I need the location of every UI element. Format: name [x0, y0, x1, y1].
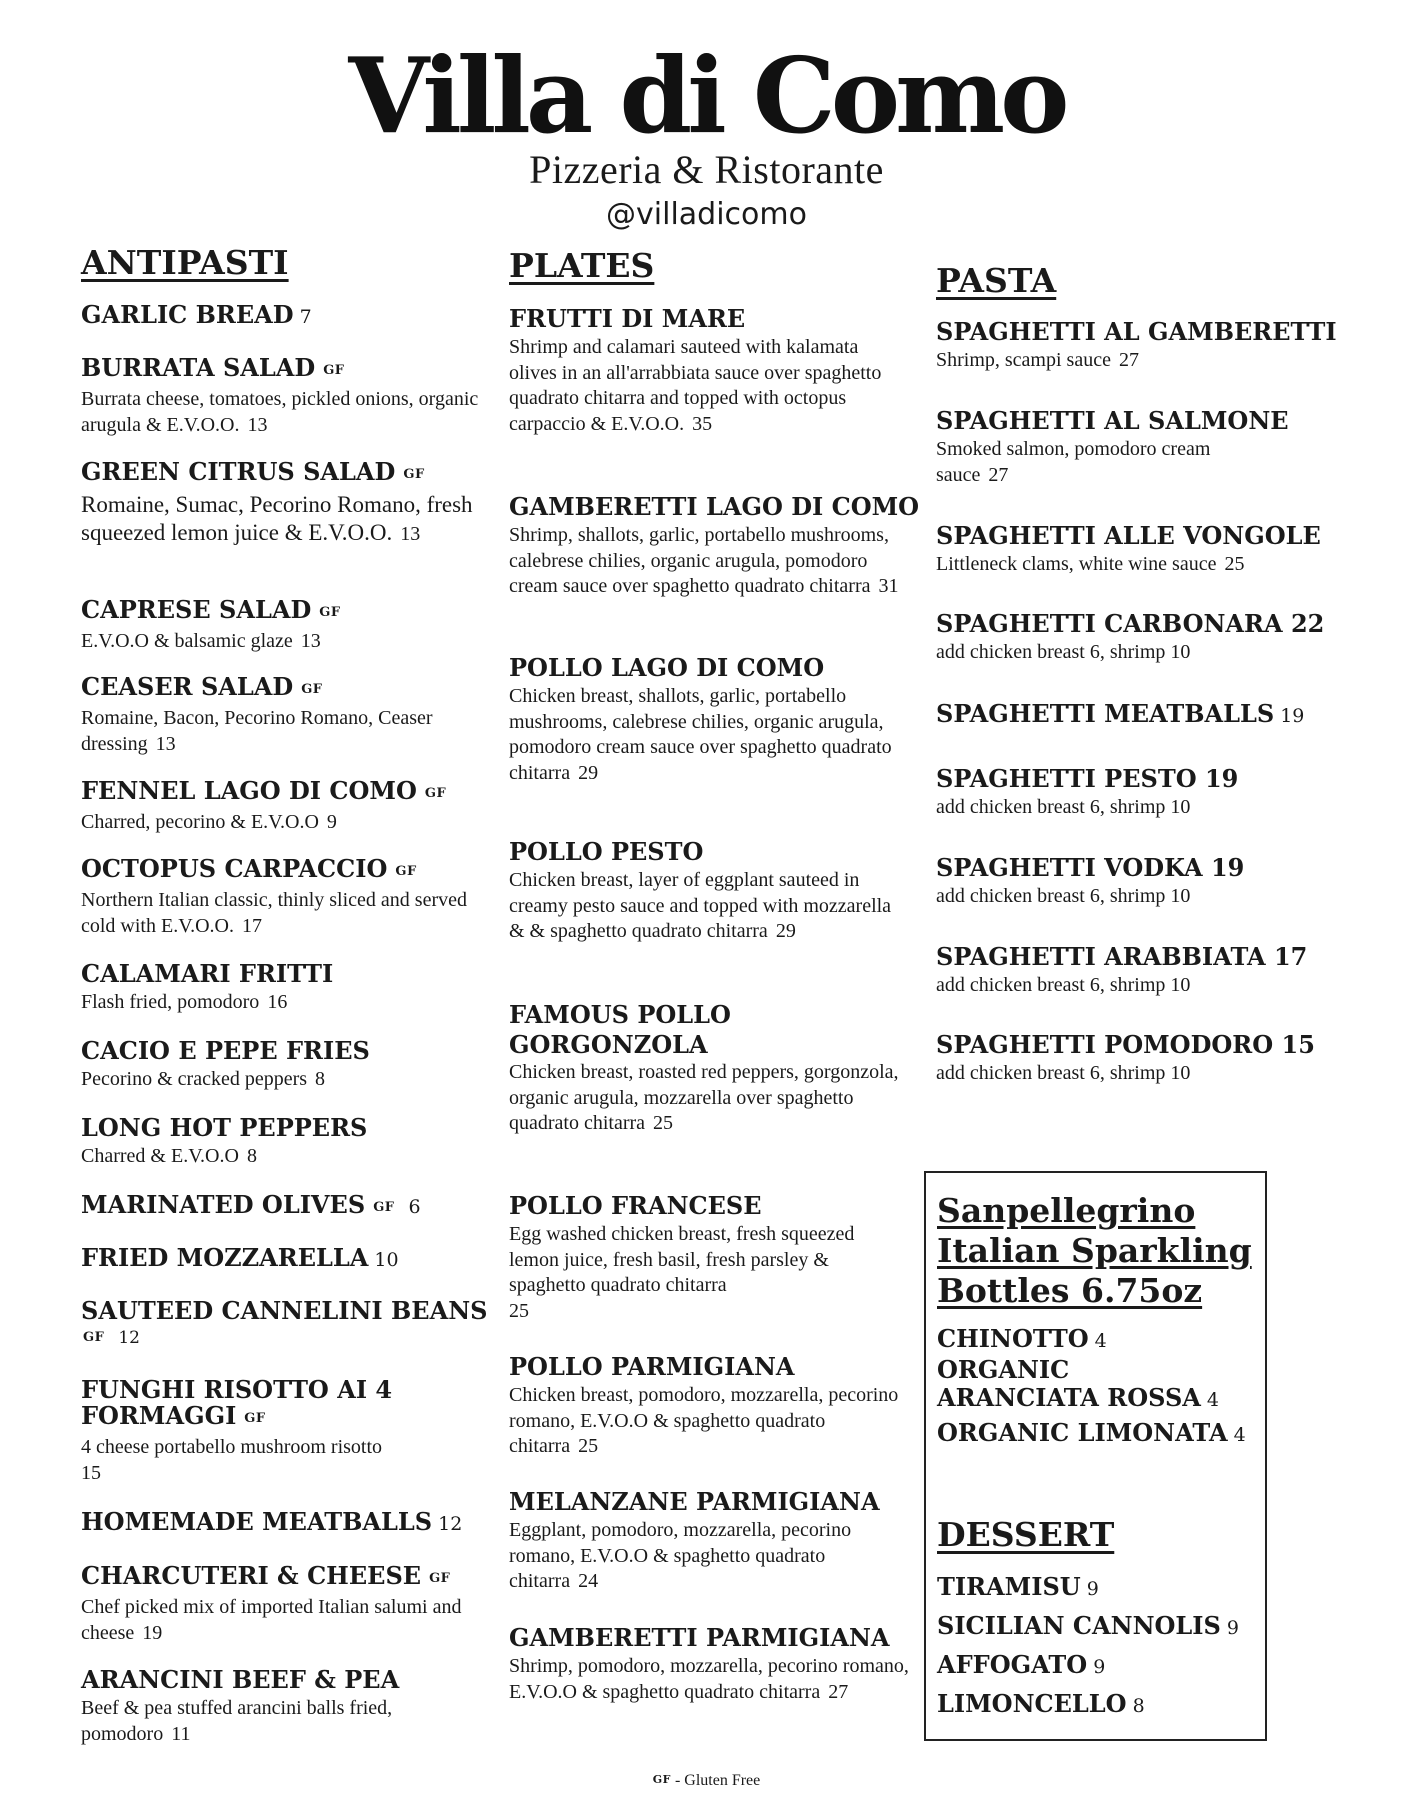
item-price: 9 [326, 811, 337, 833]
item-name: GAMBERETTI PARMIGIANA [509, 1623, 890, 1652]
item-name: LONG HOT PEPPERS [81, 1113, 368, 1142]
gluten-free-badge: GF [301, 682, 323, 697]
item-price: 27 [828, 1680, 849, 1703]
beverage-item [937, 1325, 1257, 1355]
item-name: CAPRESE SALAD [81, 595, 312, 624]
item-addon: add chicken breast 6, shrimp 10 [936, 885, 1191, 907]
item-price: 24 [578, 1570, 599, 1592]
gluten-free-badge: GF [83, 1330, 105, 1345]
menu-item [81, 1192, 481, 1221]
item-description: Chicken breast, shallots, garlic, portabello mushrooms, calebrese chilies, organic arugula, pomodoro cream sauce over spaghetto quadrato chitarra [509, 685, 892, 784]
item-price: 9 [1093, 1656, 1106, 1678]
item-description: E.V.O.O & balsamic glaze [81, 630, 293, 652]
menu-item [81, 1245, 481, 1273]
menu-item [81, 1509, 481, 1537]
menu-item [509, 1354, 909, 1460]
menu-item [509, 1625, 909, 1705]
item-name: SPAGHETTI VODKA [936, 853, 1203, 882]
item-price: 29 [578, 761, 599, 784]
item-price: 25 [653, 1112, 674, 1134]
item-name: FRIED MOZZARELLA [81, 1243, 369, 1272]
item-name: LIMONCELLO [937, 1689, 1127, 1718]
item-name: CHINOTTO [937, 1324, 1089, 1353]
menu-item [509, 1193, 909, 1324]
menu-item [509, 306, 909, 437]
menu-item [81, 459, 481, 548]
item-price: 7 [299, 306, 312, 328]
item-price: 31 [878, 575, 899, 597]
item-price: 6 [408, 1196, 421, 1218]
item-name: SPAGHETTI PESTO [936, 764, 1197, 793]
item-price: 13 [155, 732, 176, 755]
item-description: Charred & E.V.O.O [81, 1145, 239, 1167]
item-name: GREEN CITRUS SALAD [81, 457, 396, 486]
item-description: Flash fried, pomodoro [81, 991, 260, 1013]
item-name: FUNGHI RISOTTO AI 4 FORMAGGI [81, 1375, 393, 1430]
pasta-title: PASTA [936, 261, 1057, 300]
item-addon: add chicken breast 6, shrimp 10 [936, 641, 1191, 663]
dessert-item [937, 1690, 1257, 1720]
footnote-text: - Gluten Free [674, 1772, 761, 1789]
item-price: 4 [1094, 1330, 1107, 1352]
item-name: ORGANIC ARANCIATA ROSSA [937, 1355, 1201, 1412]
item-description: Shrimp, pomodoro, mozzarella, pecorino romano, E.V.O.O & spaghetto quadrato chitarra [509, 1655, 909, 1703]
item-description: Romaine, Sumac, Pecorino Romano, fresh squeezed lemon juice & E.V.O.O. [81, 492, 473, 545]
menu-item [81, 1563, 481, 1646]
item-addon: add chicken breast 6, shrimp 10 [936, 796, 1191, 818]
item-price: 17 [1273, 942, 1308, 971]
item-description: Chicken breast, layer of eggplant sauteed in creamy pesto sauce and topped with mozzarella & & spaghetto quadrato chitarra [509, 869, 892, 942]
item-description: Chicken breast, pomodoro, mozzarella, pecorino romano, E.V.O.O & spaghetto quadrato chitarra [509, 1384, 899, 1457]
item-name: CHARCUTERI & CHEESE [81, 1561, 422, 1590]
item-name: GARLIC BREAD [81, 300, 294, 329]
item-price: 12 [438, 1513, 463, 1535]
restaurant-subtitle: Pizzeria & Ristorante [529, 147, 884, 192]
beverage-title: Sanpellegrino Italian Sparkling Bottles 6.75oz [937, 1191, 1252, 1310]
item-name: POLLO PESTO [509, 837, 704, 866]
item-price: 25 [1224, 553, 1245, 575]
item-name: SPAGHETTI AL GAMBERETTI [936, 317, 1337, 346]
gluten-free-badge: GF [319, 605, 341, 620]
gluten-free-badge: GF [244, 1411, 266, 1426]
menu-item [509, 1000, 769, 1060]
item-description: Chef picked mix of imported Italian salumi and cheese [81, 1596, 462, 1644]
menu-item [81, 856, 481, 939]
item-name: MELANZANE PARMIGIANA [509, 1487, 880, 1516]
item-price: 12 [118, 1328, 140, 1348]
dessert-item [937, 1651, 1257, 1681]
beverage-item [937, 1419, 1257, 1449]
item-price: 17 [241, 914, 262, 937]
item-name: CACIO E PEPE FRIES [81, 1036, 370, 1065]
item-name: POLLO FRANCESE [509, 1191, 762, 1220]
menu-item [81, 1377, 401, 1432]
item-name: SAUTEED CANNELINI BEANS [81, 1296, 488, 1325]
item-name: SPAGHETTI AL SALMONE [936, 406, 1289, 435]
item-price: 35 [692, 412, 713, 435]
menu-item [936, 701, 1336, 729]
item-description: Eggplant, pomodoro, mozzarella, pecorino romano, E.V.O.O & spaghetto quadrato chitarra [509, 1519, 852, 1592]
item-price: 8 [246, 1145, 257, 1167]
gluten-free-badge: GF [373, 1200, 395, 1215]
dessert-title: DESSERT [937, 1515, 1115, 1554]
item-description: Chicken breast, roasted red peppers, gorgonzola, organic arugula, mozzarella over spaghetto quadrato chitarra [509, 1061, 899, 1134]
menu-item-detail [81, 1432, 481, 1486]
item-name: SICILIAN CANNOLIS [937, 1611, 1221, 1640]
item-price: 11 [171, 1722, 191, 1745]
beverage-item [937, 1356, 1237, 1414]
menu-item [81, 778, 481, 836]
item-description: Burrata cheese, tomatoes, pickled onions, organic arugula & E.V.O.O. [81, 388, 479, 436]
item-name: CALAMARI FRITTI [81, 959, 334, 988]
item-price: 22 [1290, 609, 1325, 638]
item-name: GAMBERETTI LAGO DI COMO [509, 492, 920, 521]
gluten-free-footnote [0, 1772, 1413, 1790]
menu-item [936, 1032, 1336, 1087]
gluten-free-badge: GF [395, 864, 417, 879]
menu-item [81, 355, 481, 438]
dessert-item [937, 1612, 1257, 1642]
item-price: 27 [988, 463, 1009, 486]
item-price: 19 [1210, 853, 1245, 882]
item-description: Smoked salmon, pomodoro cream sauce [936, 438, 1211, 486]
item-addon: add chicken breast 6, shrimp 10 [936, 1062, 1191, 1084]
menu-item [936, 611, 1336, 666]
item-price: 13 [247, 413, 268, 436]
item-price: 9 [1226, 1617, 1239, 1639]
item-price: 19 [1204, 764, 1239, 793]
item-name: SPAGHETTI POMODORO [936, 1030, 1274, 1059]
item-description: Pecorino & cracked peppers [81, 1068, 308, 1090]
menu-item [509, 839, 909, 945]
item-name: OCTOPUS CARPACCIO [81, 854, 388, 883]
item-price: 10 [374, 1249, 399, 1271]
menu-item [509, 1489, 909, 1595]
menu-item-detail [509, 1057, 909, 1137]
item-name: FAMOUS POLLO GORGONZOLA [509, 1000, 731, 1059]
item-name: SPAGHETTI MEATBALLS [936, 699, 1275, 728]
item-price: 25 [509, 1299, 529, 1322]
item-name: MARINATED OLIVES [81, 1190, 366, 1219]
menu-item [936, 523, 1336, 578]
plates-title: PLATES [509, 246, 655, 285]
menu-item [936, 855, 1336, 910]
item-name: FENNEL LAGO DI COMO [81, 776, 417, 805]
item-price: 29 [775, 920, 796, 942]
item-price: 15 [81, 1461, 101, 1484]
menu-item [936, 944, 1336, 999]
item-name: AFFOGATO [937, 1650, 1088, 1679]
item-name: TIRAMISU [937, 1572, 1081, 1601]
item-price: 13 [400, 523, 421, 545]
item-name: SPAGHETTI CARBONARA [936, 609, 1283, 638]
item-description: Beef & pea stuffed arancini balls fried, pomodoro [81, 1697, 393, 1745]
item-name: HOMEMADE MEATBALLS [81, 1507, 433, 1536]
menu-item [81, 961, 481, 1016]
item-price: 19 [1280, 705, 1305, 727]
item-name: ORGANIC LIMONATA [937, 1418, 1228, 1447]
item-description: 4 cheese portabello mushroom risotto [81, 1436, 383, 1458]
item-price: 27 [1118, 349, 1139, 371]
item-description: Egg washed chicken breast, fresh squeezed lemon juice, fresh basil, fresh parsley & spaghetto quadrato chitarra [509, 1223, 855, 1296]
item-price: 25 [578, 1435, 599, 1457]
item-price: 19 [142, 1621, 163, 1644]
gluten-free-badge: GF [424, 786, 447, 801]
menu-item [81, 597, 481, 655]
menu-item [81, 1115, 481, 1170]
gluten-free-badge: GF [403, 467, 425, 482]
restaurant-name: Villa di Como [348, 34, 1065, 157]
menu-item [81, 1296, 488, 1352]
item-price: 13 [300, 630, 321, 652]
menu-item [509, 492, 920, 600]
item-price: 9 [1086, 1578, 1099, 1600]
item-price: 16 [267, 991, 288, 1013]
item-addon: add chicken breast 6, shrimp 10 [936, 974, 1191, 996]
antipasti-title: ANTIPASTI [81, 243, 289, 282]
item-name: POLLO PARMIGIANA [509, 1352, 795, 1381]
item-price: 4 [1206, 1389, 1219, 1411]
menu-item [81, 674, 481, 757]
item-name: BURRATA SALAD [81, 353, 316, 382]
item-name: CEASER SALAD [81, 672, 294, 701]
gluten-free-badge: GF [429, 1571, 451, 1586]
gluten-free-badge: GF [323, 363, 345, 378]
menu-item [81, 1667, 481, 1747]
item-name: SPAGHETTI ARABBIATA [936, 942, 1266, 971]
item-price: 4 [1233, 1424, 1246, 1446]
item-description: Romaine, Bacon, Pecorino Romano, Ceaser dressing [81, 707, 433, 755]
item-name: SPAGHETTI ALLE VONGOLE [936, 521, 1321, 550]
item-description: Littleneck clams, white wine sauce [936, 553, 1217, 575]
beverage-dessert-box [924, 1171, 1267, 1741]
item-description: Shrimp, shallots, garlic, portabello mushrooms, calebrese chilies, organic arugula, pomodoro cream sauce over spaghetto quadrato chitarra [509, 524, 889, 597]
item-description: Shrimp and calamari sauteed with kalamata olives in an all'arrabbiata sauce over spaghetto quadrato chitarra and topped with octopus carpaccio & E.V.O.O. [509, 336, 882, 435]
item-description: Charred, pecorino & E.V.O.O [81, 811, 319, 833]
social-handle: @villadicomo [606, 197, 807, 232]
item-description: Northern Italian classic, thinly sliced and served cold with E.V.O.O. [81, 889, 467, 937]
menu-header [0, 34, 1413, 234]
item-price: 15 [1281, 1030, 1315, 1059]
menu-item [936, 408, 1336, 488]
menu-item [509, 655, 909, 786]
gluten-free-badge: GF [652, 1773, 671, 1786]
menu-item [81, 302, 481, 330]
menu-item [936, 766, 1336, 821]
item-price: 8 [1132, 1695, 1145, 1717]
menu-item [936, 319, 1336, 374]
item-description: Shrimp, scampi sauce [936, 349, 1111, 371]
item-price: 8 [315, 1068, 326, 1090]
menu-item [81, 1038, 481, 1093]
dessert-item [937, 1573, 1257, 1603]
item-name: FRUTTI DI MARE [509, 304, 746, 333]
item-name: POLLO LAGO DI COMO [509, 653, 825, 682]
item-name: ARANCINI BEEF & PEA [81, 1665, 400, 1694]
